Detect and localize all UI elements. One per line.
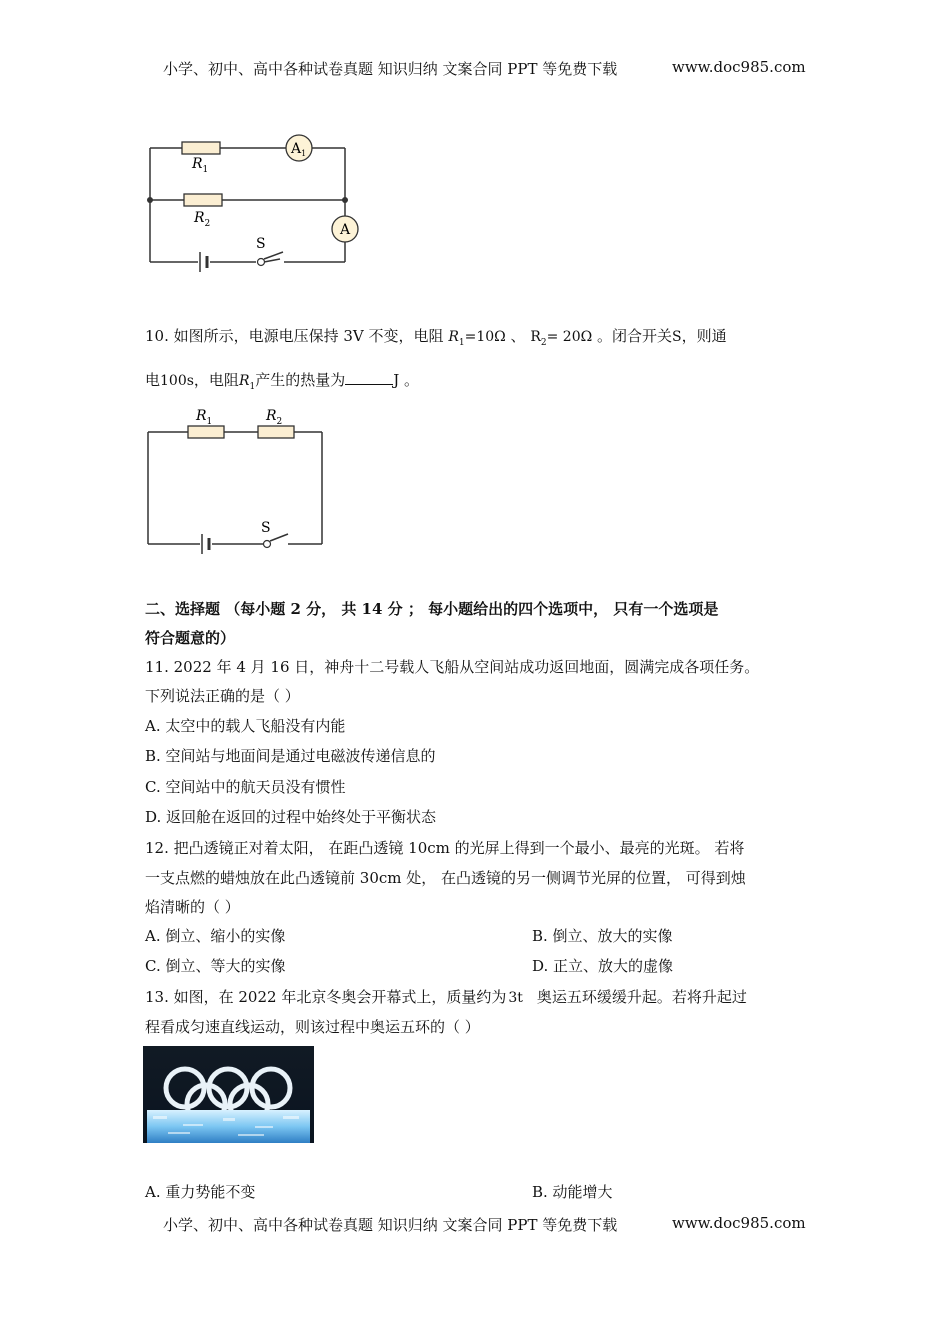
- label-a: A: [340, 222, 351, 238]
- label-r2: $R_2$: [194, 210, 211, 229]
- label-r1: $R_1$: [196, 408, 213, 427]
- q12-option-c[interactable]: C. 倒立、等大的实像: [145, 957, 286, 975]
- q10-r1-expr: $R_1=10\Omega$: [448, 329, 506, 348]
- circuit-diagram-parallel: [140, 128, 370, 278]
- resistor-r2: [184, 194, 222, 206]
- q11-option-a[interactable]: A. 太空中的载人飞船没有内能: [145, 717, 346, 735]
- answer-blank[interactable]: [345, 370, 393, 385]
- label-a1: $A_1$: [291, 141, 307, 158]
- q12-stem-3: 焰清晰的（ ）: [145, 898, 240, 916]
- q11-stem-1: 11. 2022 年 4 月 16 日，神舟十二号载人飞船从空间站成功返回地面，圆满完成各项任务。: [145, 658, 760, 676]
- q11-stem-2: 下列说法正确的是（ ）: [145, 687, 300, 705]
- q13-stem-2: 程看成匀速直线运动，则该过程中奥运五环的（ ）: [145, 1018, 480, 1036]
- footer-text: 小学、初中、高中各种试卷真题 知识归纳 文案合同 PPT 等免费下载: [163, 1216, 618, 1234]
- switch-pivot: [258, 259, 265, 266]
- switch-pivot: [264, 541, 271, 548]
- olympic-rings-photo: [143, 1046, 314, 1143]
- junction-dot-left: [147, 197, 153, 203]
- q12-stem-2: 一支点燃的蜡烛放在此凸透镜前 30cm 处， 在凸透镜的另一侧调节光屏的位置， 可得到烛: [145, 869, 746, 887]
- q10-r2-expr: $R_2= 20\Omega$: [530, 329, 593, 348]
- q13-stem-1: 13. 如图，在 2022 年北京冬奥会开幕式上，质量约为 3t 奥运五环缓缓升起。若将升起过: [145, 988, 747, 1006]
- q13-option-b[interactable]: B. 动能增大: [532, 1183, 613, 1201]
- junction-dot-right: [342, 197, 348, 203]
- footer-url[interactable]: www.doc985.com: [672, 1214, 806, 1232]
- q10-line-1: 10. 如图所示，电源电压保持 3V 不变，电阻 $R_1=10\Omega$ 、 $R_2= 20\Omega$ 。闭合开关S，则通: [145, 327, 727, 348]
- resistor-r1: [182, 142, 220, 154]
- resistor-r2: [258, 426, 294, 438]
- q12-option-b[interactable]: B. 倒立、放大的实像: [532, 927, 673, 945]
- label-r1: $R_1$: [192, 156, 209, 175]
- q10-r1b: $R_1$: [238, 373, 256, 392]
- q10-line-2: 电100s，电阻$R_1$产生的热量为 J 。: [145, 371, 420, 392]
- q12-option-a[interactable]: A. 倒立、缩小的实像: [145, 927, 286, 945]
- label-switch: S: [256, 236, 266, 252]
- q11-option-c[interactable]: C. 空间站中的航天员没有惯性: [145, 778, 346, 796]
- circuit-diagram-series: [140, 404, 340, 556]
- label-r2: $R_2$: [266, 408, 283, 427]
- q12-stem-1: 12. 把凸透镜正对着太阳， 在距凸透镜 10cm 的光屏上得到一个最小、最亮的光斑。 若将: [145, 839, 745, 857]
- q12-option-d[interactable]: D. 正立、放大的虚像: [532, 957, 674, 975]
- q11-option-b[interactable]: B. 空间站与地面间是通过电磁波传递信息的: [145, 747, 436, 765]
- section-2-heading: 二、选择题 （每小题 2 分， 共 14 分 ； 每小题给出的四个选项中， 只有一个选项是: [145, 600, 719, 618]
- label-switch: S: [261, 520, 271, 536]
- ice-block: [147, 1110, 310, 1143]
- resistor-r1: [188, 426, 224, 438]
- header-text: 小学、初中、高中各种试卷真题 知识归纳 文案合同 PPT 等免费下载: [163, 60, 618, 78]
- section-2-heading-cont: 符合题意的）: [145, 629, 236, 647]
- header-url[interactable]: www.doc985.com: [672, 58, 806, 76]
- q11-option-d[interactable]: D. 返回舱在返回的过程中始终处于平衡状态: [145, 808, 437, 826]
- q13-option-a[interactable]: A. 重力势能不变: [145, 1183, 256, 1201]
